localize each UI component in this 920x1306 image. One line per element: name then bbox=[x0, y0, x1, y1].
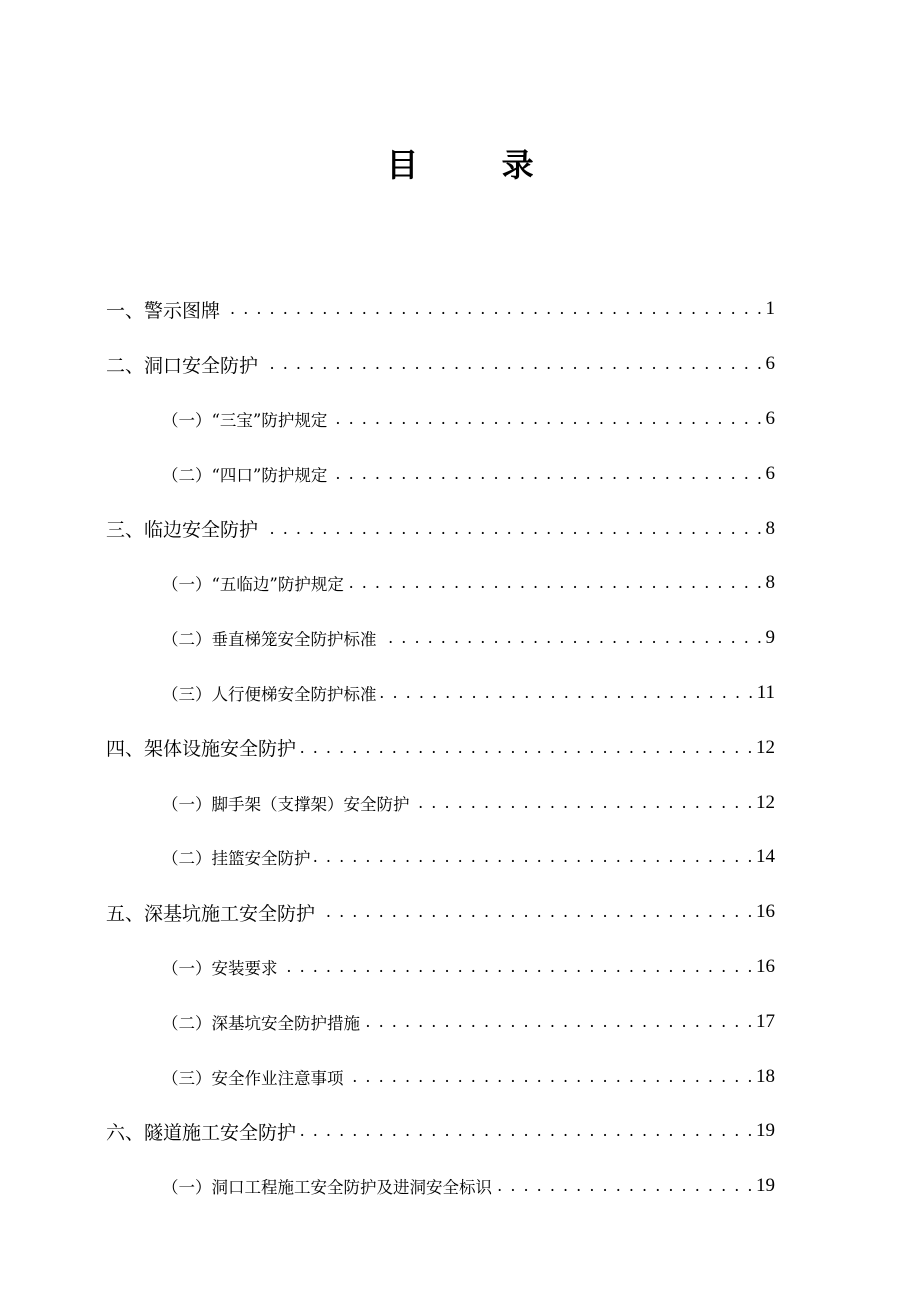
toc-page-number: 8 bbox=[765, 517, 775, 539]
toc-entry-14[interactable] bbox=[0, 994, 920, 1049]
toc-entry-text: 三、临边安全防护 bbox=[106, 519, 259, 542]
toc-entry-6[interactable] bbox=[0, 556, 920, 611]
toc-page-number: 6 bbox=[765, 462, 775, 484]
toc-page-number: 6 bbox=[765, 407, 775, 429]
toc-page-number: 19 bbox=[756, 1175, 775, 1197]
toc-entry-text: （三）安全作业注意事项 bbox=[162, 1068, 344, 1088]
toc-entry-7[interactable] bbox=[0, 611, 920, 666]
toc-entry-2[interactable] bbox=[0, 337, 920, 392]
toc-entry-text: 四、架体设施安全防护 bbox=[106, 738, 297, 761]
toc-title: 目 录 bbox=[386, 146, 570, 184]
toc-entry-11[interactable] bbox=[0, 830, 920, 885]
toc-dot-leader bbox=[317, 901, 754, 923]
toc-page-number: 11 bbox=[756, 681, 775, 703]
toc-page-number: 16 bbox=[756, 901, 775, 923]
toc-dot-leader bbox=[346, 1066, 755, 1088]
toc-entry-16[interactable] bbox=[0, 1104, 920, 1159]
toc-dot-leader bbox=[346, 572, 764, 594]
toc-entry-text: 六、隧道施工安全防护 bbox=[106, 1121, 297, 1144]
toc-entry-text: （二）“四口”防护规定 bbox=[162, 465, 328, 485]
toc-entry-text: （一）洞口工程施工安全防护及进洞安全标识 bbox=[162, 1178, 492, 1198]
toc-entry-text: （一）安装要求 bbox=[162, 958, 278, 978]
toc-entry-text: 一、警示图牌 bbox=[106, 299, 221, 322]
toc-page-number: 9 bbox=[765, 627, 775, 649]
toc-entry-10[interactable] bbox=[0, 775, 920, 830]
toc-entry-3[interactable] bbox=[0, 392, 920, 447]
toc-page-number: 16 bbox=[756, 955, 775, 977]
toc-entry-text: 二、洞口安全防护 bbox=[106, 354, 259, 377]
toc-entry-text: （二）垂直梯笼安全防护标准 bbox=[162, 630, 377, 650]
toc-entry-8[interactable] bbox=[0, 666, 920, 721]
toc-page-number: 6 bbox=[765, 353, 775, 375]
toc-entry-text: （一）脚手架（支撑架）安全防护 bbox=[162, 794, 410, 814]
toc-entry-5[interactable] bbox=[0, 501, 920, 556]
toc-dot-leader bbox=[379, 627, 764, 649]
toc-entry-4[interactable] bbox=[0, 446, 920, 501]
toc-entry-9[interactable] bbox=[0, 720, 920, 775]
toc-dot-leader bbox=[362, 1011, 754, 1033]
toc-entry-text: （三）人行便梯安全防护标准 bbox=[162, 684, 377, 704]
toc-page-number: 19 bbox=[756, 1120, 775, 1142]
toc-dot-leader bbox=[329, 408, 763, 430]
toc-entry-13[interactable] bbox=[0, 940, 920, 995]
toc-entry-text: 五、深基坑施工安全防护 bbox=[106, 902, 316, 925]
toc-page-number: 12 bbox=[756, 736, 775, 758]
toc-dot-leader bbox=[329, 463, 763, 485]
toc-entry-12[interactable] bbox=[0, 885, 920, 940]
toc-entry-text: （二）挂篮安全防护 bbox=[162, 849, 311, 869]
toc-dot-leader bbox=[222, 298, 763, 320]
toc-dot-leader bbox=[313, 846, 755, 868]
toc-page-number: 17 bbox=[756, 1010, 775, 1032]
toc-dot-leader bbox=[260, 353, 763, 375]
toc-page-number: 1 bbox=[765, 298, 775, 320]
toc-dot-leader bbox=[298, 737, 754, 759]
toc-dot-leader bbox=[280, 956, 755, 978]
toc-page-number: 18 bbox=[756, 1065, 775, 1087]
toc-list bbox=[0, 282, 920, 1214]
toc-entry-text: （二）深基坑安全防护措施 bbox=[162, 1013, 360, 1033]
toc-entry-text: （一）“三宝”防护规定 bbox=[162, 410, 328, 430]
toc-dot-leader bbox=[412, 792, 755, 814]
toc-entry-17[interactable] bbox=[0, 1159, 920, 1214]
toc-entry-15[interactable] bbox=[0, 1049, 920, 1104]
toc-dot-leader bbox=[260, 518, 763, 540]
toc-dot-leader bbox=[379, 682, 755, 704]
toc-entry-text: （一）“五临边”防护规定 bbox=[162, 575, 344, 595]
toc-dot-leader bbox=[298, 1120, 754, 1142]
toc-entry-1[interactable] bbox=[0, 282, 920, 337]
toc-page-number: 12 bbox=[756, 791, 775, 813]
toc-page-number: 14 bbox=[756, 846, 775, 868]
toc-dot-leader bbox=[494, 1175, 754, 1197]
toc-page-number: 8 bbox=[765, 572, 775, 594]
